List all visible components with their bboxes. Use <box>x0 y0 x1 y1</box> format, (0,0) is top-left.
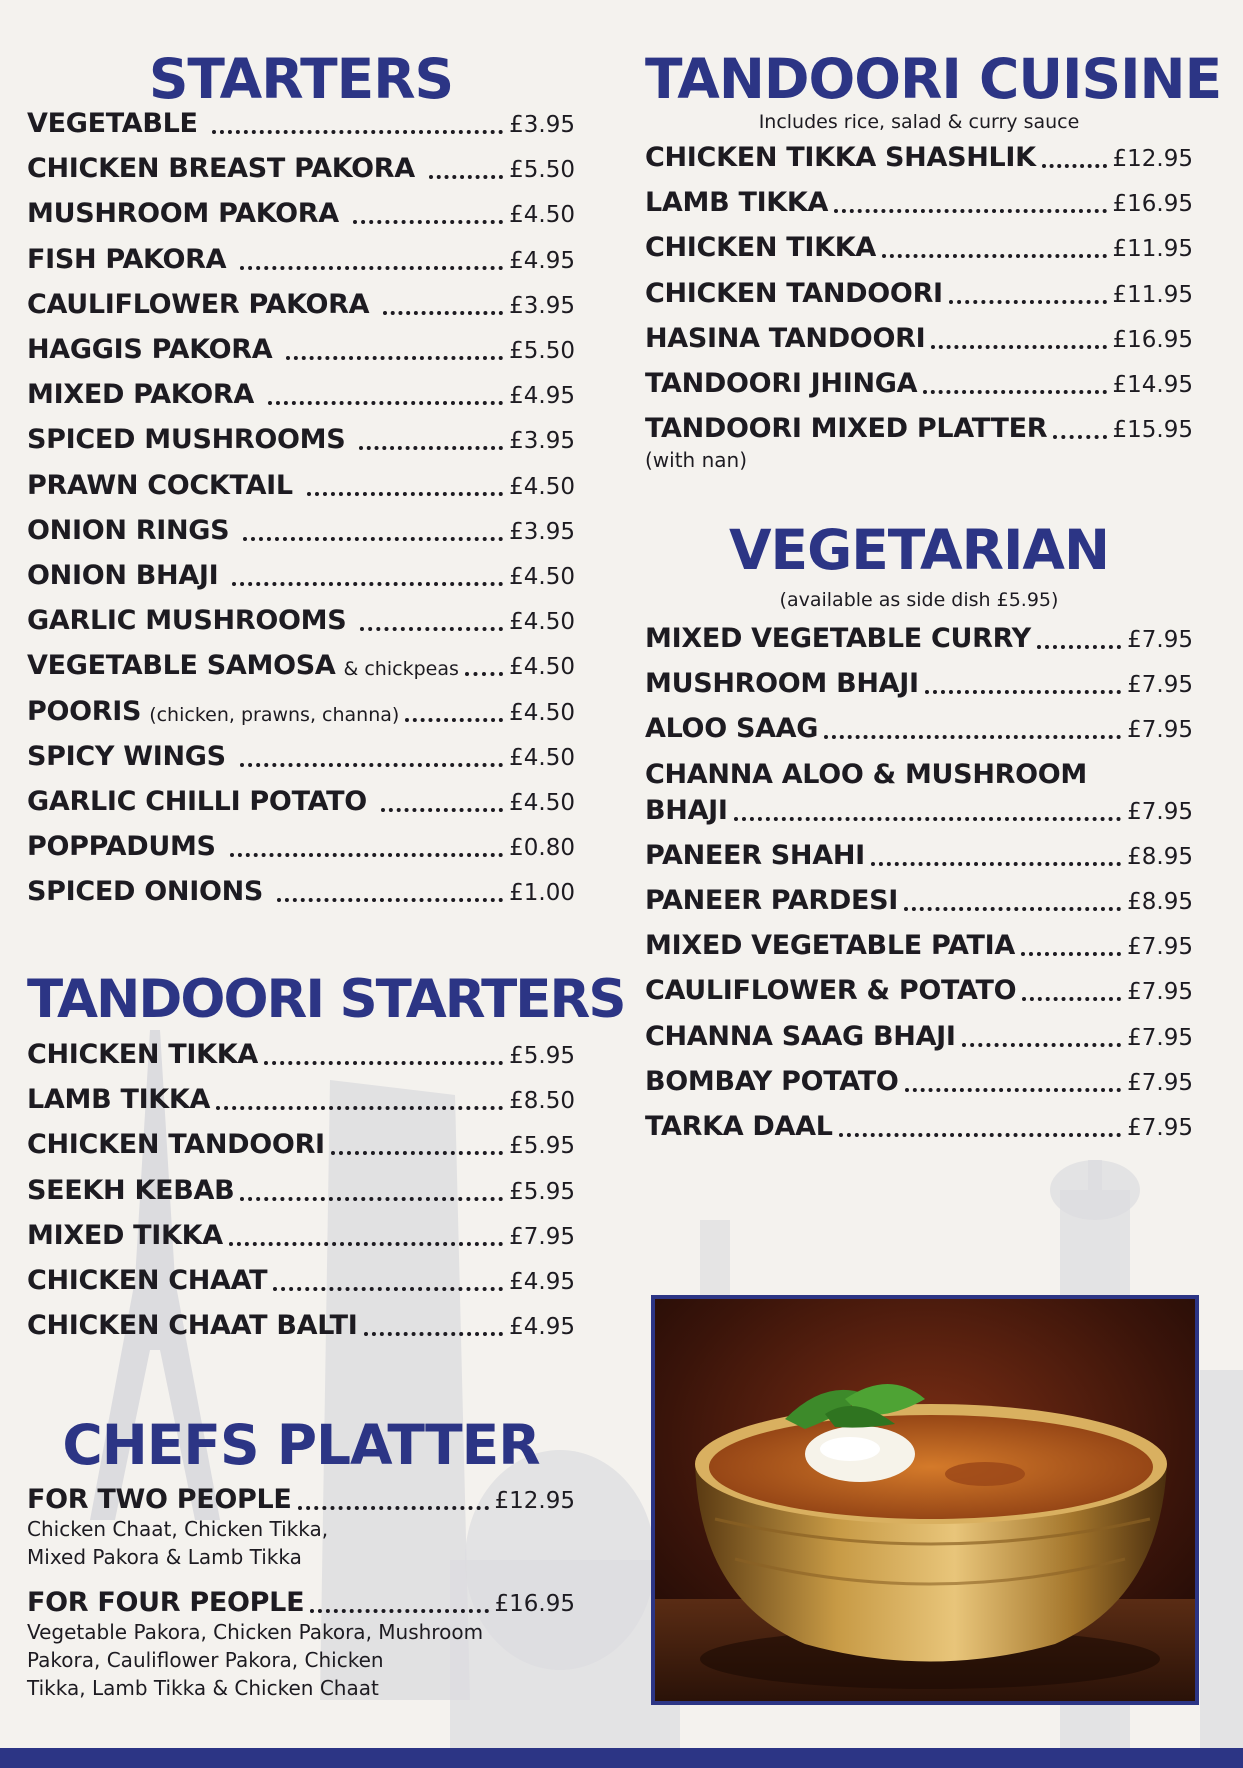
dot-leader <box>240 1197 503 1201</box>
menu-item <box>27 378 575 411</box>
description-line: Vegetable Pakora, Chicken Pakora, Mushroom <box>27 1620 484 1644</box>
item-price: £3.95 <box>509 428 575 455</box>
item-name: CHICKEN TANDOORI <box>645 277 943 309</box>
menu-item <box>645 1110 1193 1140</box>
item-price: £7.95 <box>509 1223 575 1250</box>
dot-leader <box>359 446 503 450</box>
item-price: £14.95 <box>1112 372 1193 398</box>
item-name: TARKA DAAL <box>645 1111 833 1142</box>
item-name: CAULIFLOWER PAKORA <box>27 288 370 320</box>
item-name: POPPADUMS <box>27 831 216 863</box>
tandoori-cuisine-heading: TANDOORI CUISINE <box>645 47 1222 111</box>
menu-item <box>27 559 575 589</box>
menu-item <box>645 367 1193 397</box>
dot-leader <box>331 1151 503 1155</box>
item-name: SEEKH KEBAB <box>27 1174 235 1206</box>
dot-leader <box>931 345 1106 349</box>
dot-leader <box>1021 952 1121 956</box>
menu-item <box>645 929 1193 962</box>
item-price: £4.50 <box>509 654 575 681</box>
menu-item <box>27 1083 575 1116</box>
item-price: £4.50 <box>509 609 575 636</box>
item-price: £4.50 <box>509 564 575 590</box>
dot-leader <box>923 390 1106 394</box>
dot-leader <box>307 492 503 496</box>
item-name: VEGETABLE SAMOSA <box>27 650 336 682</box>
dot-leader <box>264 1061 503 1065</box>
menu-item <box>645 141 1193 171</box>
dot-leader <box>243 537 503 541</box>
item-price: £7.95 <box>1127 979 1193 1006</box>
item-name: VEGETABLE <box>27 108 198 139</box>
menu-item <box>27 740 575 770</box>
item-name: MUSHROOM PAKORA <box>27 198 339 230</box>
dot-leader <box>824 735 1121 739</box>
menu-item <box>27 875 575 908</box>
item-price: £0.80 <box>509 835 575 862</box>
description-line: Tikka, Lamb Tikka & Chicken Chaat <box>27 1676 379 1700</box>
item-description <box>27 1618 575 1702</box>
curry-bowl-photo <box>651 1295 1199 1705</box>
item-price: £7.95 <box>1127 1069 1193 1096</box>
item-note: & chickpeas <box>343 658 459 681</box>
description-line: Chicken Chaat, Chicken Tikka, <box>27 1517 329 1541</box>
item-price: £4.50 <box>509 790 575 816</box>
tandoori-cuisine-subnote: Includes rice, salad & curry sauce <box>758 111 1080 133</box>
menu-item <box>645 712 1193 745</box>
dot-leader <box>230 853 503 857</box>
tandoori-starters-heading: TANDOORI STARTERS <box>27 969 625 1030</box>
item-price: £15.95 <box>1112 417 1193 444</box>
menu-item <box>27 695 575 725</box>
item-price: £1.00 <box>509 880 575 907</box>
item-price: £12.95 <box>1112 146 1193 172</box>
description-line: Mixed Pakora & Lamb Tikka <box>27 1545 302 1569</box>
item-price: £7.95 <box>1127 1115 1193 1141</box>
item-price: £3.95 <box>509 112 575 138</box>
footer-bar <box>0 1748 1243 1768</box>
item-name-line1: CHANNA ALOO & MUSHROOM <box>645 759 1087 790</box>
curry-bowl-image <box>655 1299 1195 1701</box>
menu-item <box>27 1219 575 1249</box>
dot-leader <box>212 130 503 134</box>
item-name: MUSHROOM BHAJI <box>645 668 919 700</box>
dot-leader <box>925 690 1121 694</box>
menu-item <box>645 277 1193 307</box>
item-price: £16.95 <box>1112 191 1193 218</box>
menu-item <box>645 322 1193 352</box>
item-name: BOMBAY POTATO <box>645 1065 899 1097</box>
dot-leader <box>240 763 503 767</box>
menu-item <box>645 231 1193 264</box>
item-price: £5.95 <box>509 1133 575 1160</box>
menu-item <box>27 1483 575 1513</box>
dot-leader <box>871 862 1121 866</box>
menu-item <box>645 1020 1193 1050</box>
item-name: CHICKEN TANDOORI <box>27 1129 325 1161</box>
item-price: £7.95 <box>1127 798 1193 825</box>
item-price: £7.95 <box>1127 934 1193 961</box>
item-name: FOR FOUR PEOPLE <box>27 1587 305 1618</box>
item-name: ONION BHAJI <box>27 560 219 591</box>
platter-note: (with nan) <box>645 448 748 472</box>
item-price: £11.95 <box>1112 281 1193 308</box>
item-price: £4.50 <box>509 202 575 229</box>
item-price: £11.95 <box>1112 236 1193 263</box>
item-name: SPICED MUSHROOMS <box>27 424 346 456</box>
menu-item <box>645 622 1193 652</box>
menu-item <box>27 423 575 456</box>
dot-leader <box>1037 645 1121 649</box>
dot-leader <box>834 209 1106 213</box>
item-name: CAULIFLOWER & POTATO <box>645 975 1017 1007</box>
dot-leader <box>1022 997 1121 1001</box>
vegetarian-heading: VEGETARIAN <box>728 518 1110 582</box>
menu-item <box>27 649 575 682</box>
menu-item <box>27 514 575 544</box>
menu-item <box>27 1038 575 1068</box>
item-price: £16.95 <box>1112 326 1193 353</box>
menu-item <box>27 288 575 318</box>
item-name: ONION RINGS <box>27 514 230 546</box>
menu-item <box>27 1128 575 1161</box>
item-name: LAMB TIKKA <box>27 1084 211 1116</box>
item-name: CHICKEN CHAAT <box>27 1265 268 1296</box>
item-name: CHICKEN TIKKA <box>645 232 876 264</box>
item-name: TANDOORI JHINGA <box>645 368 918 399</box>
dot-leader <box>232 582 503 586</box>
item-name: FOR TWO PEOPLE <box>27 1484 292 1515</box>
item-name: FISH PAKORA <box>27 243 227 275</box>
dot-leader <box>1053 435 1106 439</box>
dot-leader <box>273 1287 503 1291</box>
dot-leader <box>268 401 503 405</box>
item-price: £7.95 <box>1127 1024 1193 1051</box>
dot-leader <box>839 1133 1122 1137</box>
menu-item <box>27 107 575 137</box>
item-name: CHICKEN BREAST PAKORA <box>27 153 415 185</box>
item-price: £8.95 <box>1127 889 1193 915</box>
item-price: £12.95 <box>494 1488 575 1514</box>
menu-item <box>27 469 575 499</box>
item-name: PANEER PARDESI <box>645 885 899 916</box>
menu-item <box>27 1586 575 1616</box>
item-price: £3.95 <box>509 518 575 545</box>
dot-leader <box>405 718 503 722</box>
menu-item <box>27 197 575 230</box>
item-name: MIXED VEGETABLE CURRY <box>645 623 1031 654</box>
item-name: GARLIC CHILLI POTATO <box>27 786 367 817</box>
item-price: £7.95 <box>1127 672 1193 699</box>
dot-leader <box>905 1088 1122 1092</box>
menu-item <box>27 604 575 637</box>
item-price: £5.50 <box>509 157 575 184</box>
item-price: £7.95 <box>1127 717 1193 744</box>
item-name: CHICKEN TIKKA SHASHLIK <box>645 142 1036 173</box>
menu-item <box>27 152 575 185</box>
dot-leader <box>429 175 503 179</box>
menu-item <box>645 974 1193 1007</box>
dot-leader <box>465 672 503 676</box>
item-price: £4.95 <box>509 247 575 274</box>
item-name: CHANNA SAAG BHAJI <box>645 1020 956 1052</box>
item-name: HAGGIS PAKORA <box>27 334 273 365</box>
dot-leader <box>734 817 1121 821</box>
item-price: £4.95 <box>509 1314 575 1341</box>
item-price: £4.50 <box>509 699 575 726</box>
item-price: £5.95 <box>509 1043 575 1069</box>
item-price: £4.50 <box>509 473 575 500</box>
menu-item <box>27 243 575 273</box>
dot-leader <box>310 1609 488 1613</box>
vegetarian-subnote: (available as side dish £5.95) <box>779 589 1059 611</box>
item-price: £8.95 <box>1127 843 1193 870</box>
item-name: MIXED VEGETABLE PATIA <box>645 930 1015 962</box>
item-price: £7.95 <box>1127 627 1193 653</box>
item-name: MIXED PAKORA <box>27 379 254 411</box>
item-name: CHICKEN CHAAT BALTI <box>27 1310 358 1342</box>
menu-item <box>645 884 1193 914</box>
item-name: ALOO SAAG <box>645 713 819 745</box>
item-price: £5.50 <box>509 338 575 364</box>
menu-item <box>27 1174 575 1204</box>
dot-leader <box>949 300 1107 304</box>
dot-leader <box>286 356 503 360</box>
menu-item <box>645 839 1193 869</box>
item-name: POORIS <box>27 695 142 727</box>
item-name: MIXED TIKKA <box>27 1219 223 1251</box>
item-price: £4.95 <box>509 1269 575 1295</box>
item-name: PANEER SHAHI <box>645 839 865 871</box>
item-name: PRAWN COCKTAIL <box>27 469 293 501</box>
item-description <box>27 1515 575 1571</box>
menu-item <box>645 794 1193 824</box>
dot-leader <box>229 1242 503 1246</box>
dot-leader <box>381 808 503 812</box>
menu-item <box>645 1065 1193 1095</box>
dot-leader <box>383 311 503 315</box>
menu-item <box>27 1309 575 1342</box>
item-name: TANDOORI MIXED PLATTER <box>645 413 1048 445</box>
item-price: £4.50 <box>509 744 575 771</box>
chefs-platter-heading: CHEFS PLATTER <box>62 1413 540 1477</box>
item-name: LAMB TIKKA <box>645 187 829 219</box>
menu-item <box>645 412 1193 445</box>
dot-leader <box>1042 164 1107 168</box>
item-price: £5.95 <box>509 1178 575 1205</box>
dot-leader <box>216 1106 503 1110</box>
item-price: £8.50 <box>509 1088 575 1115</box>
item-name: SPICY WINGS <box>27 740 226 772</box>
item-note: (chicken, prawns, channa) <box>149 703 400 726</box>
dot-leader <box>353 220 503 224</box>
starters-heading: STARTERS <box>148 47 454 111</box>
item-name: SPICED ONIONS <box>27 876 264 908</box>
dot-leader <box>364 1332 504 1336</box>
item-price: £4.95 <box>509 383 575 410</box>
item-name: GARLIC MUSHROOMS <box>27 605 347 637</box>
dot-leader <box>882 254 1107 258</box>
dot-leader <box>360 627 503 631</box>
item-name: HASINA TANDOORI <box>645 322 926 354</box>
dot-leader <box>298 1506 489 1510</box>
dot-leader <box>277 898 503 902</box>
item-price: £3.95 <box>509 292 575 319</box>
menu-item <box>27 1264 575 1294</box>
dot-leader <box>962 1043 1121 1047</box>
menu-item <box>645 667 1193 700</box>
menu-item <box>27 785 575 815</box>
menu-item <box>27 830 575 863</box>
dot-leader <box>240 266 503 270</box>
dot-leader <box>904 907 1121 911</box>
item-name: BHAJI <box>645 794 728 826</box>
description-line: Pakora, Cauliflower Pakora, Chicken <box>27 1648 384 1672</box>
menu-item <box>27 333 575 363</box>
item-name: CHICKEN TIKKA <box>27 1039 258 1070</box>
menu-item <box>645 186 1193 219</box>
item-price: £16.95 <box>494 1591 575 1617</box>
